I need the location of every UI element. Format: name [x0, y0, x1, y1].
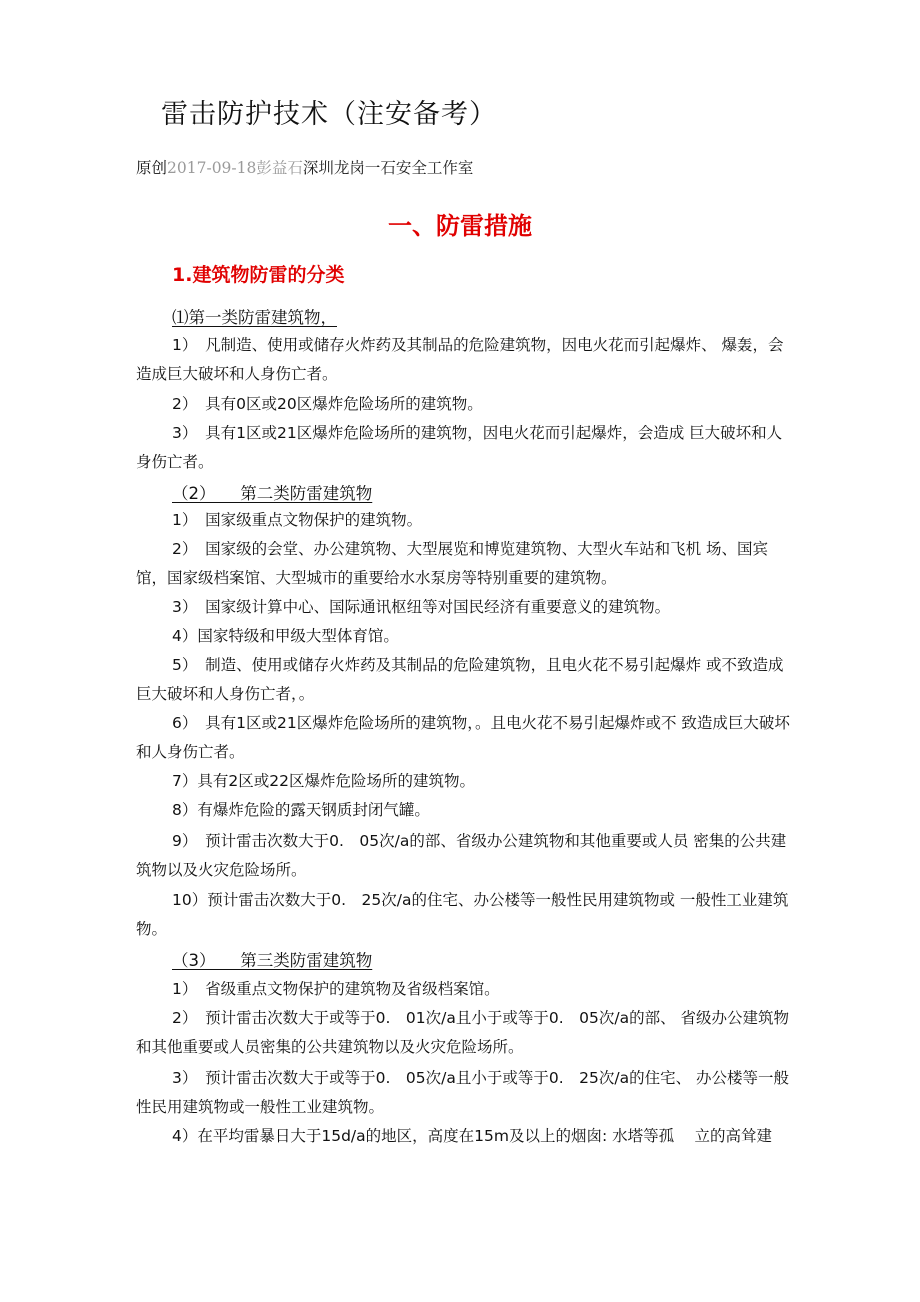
category-heading: （2） 第二类防雷建筑物 [172, 484, 373, 503]
list-item: 1） 国家级重点文物保护的建筑物。 [172, 511, 423, 529]
document-title: 雷击防护技术（注安备考） [161, 99, 497, 130]
category-heading: （3） 第三类防雷建筑物 [172, 951, 373, 970]
byline-date-author: 2017-09-18彭益石 [167, 159, 303, 177]
list-item: 1） 凡制造、使用或储存火炸药及其制品的危险建筑物，因电火花而引起爆炸、 爆轰，会造成巨大破坏和人身伤亡者。 [136, 336, 784, 383]
list-item: 5） 制造、使用或储存火炸药及其制品的危险建筑物，且电火花不易引起爆炸 或不致造成巨大破坏和人身伤亡者，。 [136, 656, 784, 703]
category-heading: ⑴第一类防雷建筑物， [172, 308, 337, 327]
byline [136, 156, 473, 178]
byline-prefix: 原创 [136, 159, 168, 177]
list-item: 10）预计雷击次数大于0. 25次/a的住宅、办公楼等一般性民用建筑物或 一般性工业建筑物。 [136, 891, 789, 938]
list-item: 7）具有2区或22区爆炸危险场所的建筑物。 [172, 772, 475, 790]
list-item: 8）有爆炸危险的露天钢质封闭气罐。 [172, 801, 430, 819]
subsection-heading: 1.建筑物防雷的分类 [172, 264, 345, 286]
list-item: 3） 国家级计算中心、国际通讯枢纽等对国民经济有重要意义的建筑物。 [172, 598, 671, 616]
list-item: 2） 具有0区或20区爆炸危险场所的建筑物。 [172, 395, 483, 413]
list-item: 3） 预计雷击次数大于或等于0. 05次/a且小于或等于0. 25次/a的住宅、 办公楼等一般性民用建筑物或一般性工业建筑物。 [136, 1069, 790, 1116]
list-item: 9） 预计雷击次数大于0. 05次/a的部、省级办公建筑物和其他重要或人员 密集的公共建筑物以及火灾危险场所。 [136, 832, 787, 879]
list-item: 2） 国家级的会堂、办公建筑物、大型展览和博览建筑物、大型火车站和飞机 场、国宾馆，国家级档案馆、大型城市的重要给水水泵房等特别重要的建筑物。 [136, 540, 769, 587]
list-item: 1） 省级重点文物保护的建筑物及省级档案馆。 [172, 980, 500, 998]
byline-org: 深圳龙岗一石安全工作室 [302, 159, 474, 177]
list-item: 4）在平均雷暴日大于15d/a的地区，高度在15m及以上的烟囱: 水塔等孤 立的高耸建 [172, 1127, 773, 1145]
list-item: 4）国家特级和甲级大型体育馆。 [172, 627, 399, 645]
list-item: 6） 具有1区或21区爆炸危险场所的建筑物，。且电火花不易引起爆炸或不 致造成巨大破坏和人身伤亡者。 [136, 714, 790, 761]
list-item: 2） 预计雷击次数大于或等于0. 01次/a且小于或等于0. 05次/a的部、 省级办公建筑物和其他重要或人员密集的公共建筑物以及火灾危险场所。 [136, 1009, 790, 1056]
list-item: 3） 具有1区或21区爆炸危险场所的建筑物，因电火花而引起爆炸，会造成 巨大破坏和人身伤亡者。 [136, 424, 783, 471]
section-heading: 一、防雷措施 [388, 212, 532, 240]
